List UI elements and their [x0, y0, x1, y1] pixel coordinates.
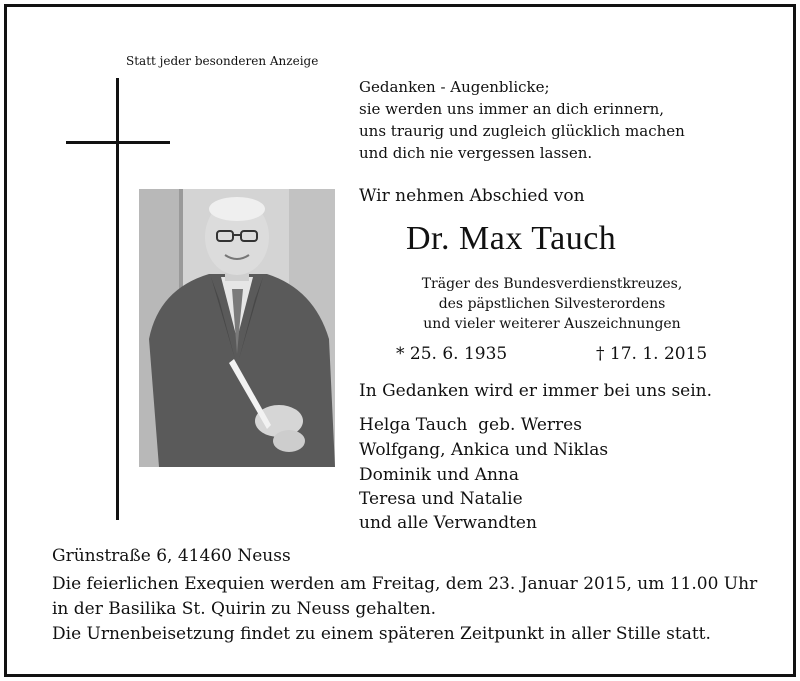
farewell-intro: Wir nehmen Abschied von [359, 186, 585, 206]
service-line-3: Die Urnenbeisetzung findet zu einem späteren Zeitpunkt in aller Stille statt. [52, 624, 711, 644]
honors-line-2: des päpstlichen Silvesterordens [438, 296, 666, 312]
cross-icon [116, 78, 119, 520]
mourner-3: Dominik und Anna [359, 465, 520, 485]
honors-line-1: Träger des Bundesverdienstkreuzes, [421, 276, 683, 292]
portrait-photo-image [139, 189, 335, 467]
poem-line-1: Gedanken - Augenblicke; [359, 78, 550, 96]
poem-line-3: uns traurig und zugleich glücklich machen [359, 122, 685, 140]
service-line-1: Die feierlichen Exequien werden am Freitag, dem 23. Januar 2015, um 11.00 Uhr [52, 574, 758, 594]
address: Grünstraße 6, 41460 Neuss [52, 546, 291, 566]
service-line-2: in der Basilika St. Quirin zu Neuss gehalten. [52, 599, 437, 619]
header-note: Statt jeder besonderen Anzeige [126, 54, 319, 68]
death-date: † 17. 1. 2015 [596, 344, 708, 364]
birth-date: * 25. 6. 1935 [396, 344, 508, 364]
remembrance-line: In Gedanken wird er immer bei uns sein. [359, 381, 713, 401]
deceased-name: Dr. Max Tauch [406, 220, 617, 257]
mourner-4: Teresa und Natalie [359, 489, 523, 509]
portrait-photo [139, 189, 335, 467]
cross-icon-bar [66, 141, 170, 144]
mourner-1: Helga Tauch geb. Werres [359, 415, 582, 435]
mourner-5: und alle Verwandten [359, 513, 537, 533]
mourner-2: Wolfgang, Ankica und Niklas [359, 440, 609, 460]
poem-line-2: sie werden uns immer an dich erinnern, [359, 100, 665, 118]
honors-line-3: und vieler weiterer Auszeichnungen [423, 316, 681, 332]
poem-line-4: und dich nie vergessen lassen. [359, 144, 593, 162]
